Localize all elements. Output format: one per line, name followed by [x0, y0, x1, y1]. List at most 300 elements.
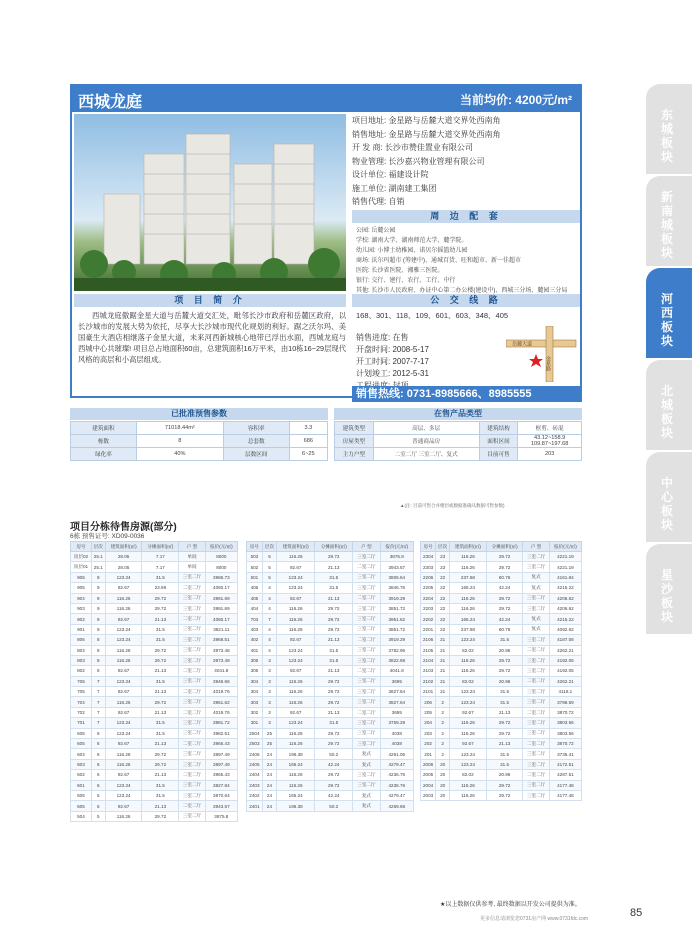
table-cell: 三室二厅	[523, 790, 549, 800]
table-cell: 2003	[421, 790, 436, 800]
sales-table-1	[70, 541, 238, 822]
table-cell: 3991.69	[205, 593, 237, 603]
table-cell: 3919.29	[380, 593, 413, 603]
column-header: 分摊面积(㎡)	[486, 542, 523, 552]
table-cell: 三室二厅	[353, 718, 380, 728]
table-cell: 4221.19	[549, 562, 581, 572]
table-cell: 8	[91, 666, 105, 676]
table-cell: 304	[247, 687, 263, 697]
column-header: 户 型	[523, 542, 549, 552]
product-note: ▲(注: 目前可售合并楼层或数据准确从数据可售参数)	[400, 503, 505, 508]
amenity-other: 其他: 长沙市人民政府、办证中心第二办公楼(建设中)、西城三分场、麓园三分局	[356, 288, 568, 294]
table-row	[247, 593, 414, 603]
table-row	[421, 655, 582, 665]
table-header-row	[247, 542, 414, 552]
table-cell: 3851.72	[380, 603, 413, 613]
table-row	[247, 666, 414, 676]
table-cell: 29.72	[142, 655, 179, 665]
tab-hexi[interactable]	[646, 268, 692, 360]
table-row	[421, 780, 582, 790]
tab-center[interactable]	[646, 452, 692, 544]
table-cell: 2	[436, 739, 450, 749]
table-cell: 三室二厅	[523, 759, 549, 769]
table-cell: 4215.22	[549, 614, 581, 624]
table-cell: 二室二厅	[179, 707, 205, 717]
table-cell: 9	[91, 572, 105, 582]
table-cell: 3798.59	[549, 697, 581, 707]
table-row	[247, 780, 414, 790]
column-header: 房号	[247, 542, 263, 552]
tab-new-south[interactable]	[646, 176, 692, 268]
table-cell: 三室二厅	[523, 718, 549, 728]
table-cell: 123.24	[105, 718, 142, 728]
table-cell: 116.26	[450, 562, 487, 572]
table-cell: 904	[71, 593, 92, 603]
table-cell: 29.72	[315, 624, 353, 634]
table-cell: 31.5	[142, 676, 179, 686]
table-cell: 123.24	[105, 624, 142, 634]
table-row	[71, 697, 238, 707]
table-cell: 405	[247, 593, 263, 603]
table-row	[421, 666, 582, 676]
table-cell: 3951.62	[380, 614, 413, 624]
table-cell: 9	[91, 583, 105, 593]
table-cell: 806	[71, 635, 92, 645]
column-header: 层次	[91, 542, 105, 552]
table-cell: 2403	[247, 780, 263, 790]
table-cell: 三室二厅	[179, 697, 205, 707]
table-cell: 2206	[421, 572, 436, 582]
table-cell: 3875.8	[380, 552, 413, 562]
table-cell: 三室二厅	[523, 562, 549, 572]
table-cell: 3827.84	[205, 780, 237, 790]
table-row	[421, 749, 582, 759]
table-cell: 116.26	[450, 666, 487, 676]
sales-progress	[356, 332, 429, 392]
table-cell: 116.26	[450, 603, 487, 613]
table-cell: 3822.68	[380, 655, 413, 665]
table-cell: 24	[262, 780, 276, 790]
table-cell: 三室二厅	[523, 603, 549, 613]
table-cell: 28.05	[105, 562, 142, 572]
table-cell: 二室二厅	[353, 562, 380, 572]
table-cell: 29.72	[486, 655, 523, 665]
page-number: 85	[630, 907, 643, 919]
table-row	[71, 603, 238, 613]
table-cell: 3851.72	[380, 624, 413, 634]
table-row	[247, 583, 414, 593]
table-cell: 3991.69	[205, 603, 237, 613]
table-cell: 2	[436, 697, 450, 707]
table-cell: 5	[262, 572, 276, 582]
table-cell: 2405	[247, 759, 263, 769]
progress-status: 销售进度: 在售	[356, 333, 409, 342]
table-cell: 306	[247, 655, 263, 665]
table-cell: 116.26	[105, 697, 142, 707]
table-cell: 201	[421, 749, 436, 759]
table-cell: 2005	[421, 770, 436, 780]
table-row	[247, 562, 414, 572]
table-cell: 三室二厅	[523, 780, 549, 790]
table-cell: 404	[247, 603, 263, 613]
average-price: 当前均价: 4200元/m²	[459, 93, 572, 107]
column-header: 分摊面积(㎡)	[142, 542, 179, 552]
table-cell: 22	[436, 624, 450, 634]
table-row	[71, 422, 328, 435]
table-cell: 502	[247, 562, 263, 572]
table-cell: 4041.8	[205, 666, 237, 676]
sales-note: ★以上数据仅供参考, 最终数据以开发公司提供为准。	[440, 902, 581, 908]
table-cell: 165.24	[277, 790, 315, 800]
table-row	[421, 676, 582, 686]
table-row	[421, 697, 582, 707]
table-cell: 二室二厅	[179, 801, 205, 811]
table-cell: 房屋类型	[335, 435, 374, 448]
table-cell: 603	[71, 759, 92, 769]
table-cell: 116.26	[105, 603, 142, 613]
table-cell: 31.5	[315, 572, 353, 582]
table-cell: 116.26	[105, 593, 142, 603]
table-cell: 2406	[247, 749, 263, 759]
table-cell: 3982.51	[205, 728, 237, 738]
table-cell: 4215.22	[549, 583, 581, 593]
presale-title: 已批准预售参数	[70, 408, 328, 420]
table-cell: 22	[436, 593, 450, 603]
table-cell: 三室二厅	[353, 739, 380, 749]
table-cell: 3965.43	[205, 770, 237, 780]
table-cell: 82.02	[450, 770, 487, 780]
table-row	[71, 645, 238, 655]
table-cell: 单间	[179, 552, 205, 562]
table-cell: 20	[436, 759, 450, 769]
table-cell: 3695	[380, 707, 413, 717]
table-cell: 29.72	[142, 811, 179, 821]
table-cell: 3695	[380, 676, 413, 686]
table-cell: 29.72	[315, 780, 353, 790]
table-cell: 82.02	[450, 676, 487, 686]
table-cell: 24	[262, 749, 276, 759]
tab-label: 中心板块	[660, 476, 673, 532]
table-cell: 686	[289, 435, 327, 448]
table-header-row	[421, 542, 582, 552]
table-cell: 504	[71, 811, 92, 821]
table-cell: 905	[71, 583, 92, 593]
table-cell: 复式	[353, 759, 380, 769]
table-cell: 3	[262, 655, 276, 665]
table-cell: 三室二厅	[353, 780, 380, 790]
table-cell: 层数区间	[223, 448, 289, 461]
sales-hotline: 销售热线: 0731-8985666、8985555	[352, 386, 582, 402]
table-cell: 7	[91, 718, 105, 728]
tab-east[interactable]	[646, 84, 692, 176]
table-cell: 123.24	[277, 655, 315, 665]
amenity-hospital: 医院: 长沙省医院、湘雅三医院。	[356, 268, 444, 274]
table-cell: 三室二厅	[353, 624, 380, 634]
table-cell: 3735.41	[549, 749, 581, 759]
table-cell: 8	[91, 635, 105, 645]
table-cell: 二室二厅	[179, 739, 205, 749]
table-cell: 116.26	[450, 718, 487, 728]
table-cell: 21.13	[315, 666, 353, 676]
table-cell: 8000	[205, 552, 237, 562]
table-cell: 29.72	[315, 739, 353, 749]
sales-title: 项目分栋待售房源(部分)	[70, 522, 177, 533]
info-property-mgmt: 物业管理: 长沙嘉兴物业管理有限公司	[352, 156, 485, 166]
table-cell: 31.5	[486, 759, 523, 769]
table-cell: 82.02	[450, 645, 487, 655]
table-cell: 3919.29	[380, 635, 413, 645]
table-cell: 三室二厅	[179, 635, 205, 645]
table-cell: 21.13	[486, 739, 523, 749]
table-cell: 三室二厅	[353, 697, 380, 707]
table-cell: 三室二厅	[523, 593, 549, 603]
table-row	[71, 635, 238, 645]
table-cell: 4269.68	[380, 801, 413, 811]
table-cell: 31.5	[486, 697, 523, 707]
table-cell: 42.24	[486, 583, 523, 593]
table-cell: 92.67	[105, 614, 142, 624]
table-cell: 总套数	[223, 435, 289, 448]
table-cell: 4236.76	[380, 780, 413, 790]
info-address: 项目地址: 金星路与岳麓大道交界处西南角	[352, 116, 501, 125]
table-cell: 3	[262, 718, 276, 728]
table-cell: 2404	[247, 770, 263, 780]
table-row	[247, 676, 414, 686]
table-row	[247, 759, 414, 769]
column-header: 分摊面积(㎡)	[315, 542, 353, 552]
table-cell: 31.5	[142, 718, 179, 728]
table-row	[421, 603, 582, 613]
table-cell: 三室二厅	[179, 655, 205, 665]
table-cell: 2201	[421, 624, 436, 634]
table-cell: 二室二厅 三室二厅、复式	[373, 448, 479, 461]
table-cell: 702	[71, 707, 92, 717]
table-cell: 2503	[247, 739, 263, 749]
table-cell: 29.72	[486, 666, 523, 676]
map-label-street: 金星路	[545, 356, 551, 371]
table-cell: 5	[262, 552, 276, 562]
project-photo	[74, 114, 346, 291]
table-cell: 三室二厅	[179, 593, 205, 603]
table-cell: 31.5	[142, 790, 179, 800]
table-cell: 92.67	[105, 666, 142, 676]
table-cell: 8	[91, 645, 105, 655]
table-cell: 4192.05	[549, 655, 581, 665]
table-cell: 42.24	[315, 759, 353, 769]
table-row	[247, 801, 414, 811]
table-cell: 22	[436, 583, 450, 593]
table-cell: 6	[91, 739, 105, 749]
table-cell: 803	[71, 655, 92, 665]
amenity-shopping: 商场: 沃尔玛超市 (筹建中)、通城百货、旺和超市、新一佳超市	[356, 258, 521, 264]
table-cell: 三室二厅	[353, 728, 380, 738]
tab-north[interactable]	[646, 360, 692, 452]
table-cell: 92.67	[277, 593, 315, 603]
table-row	[71, 728, 238, 738]
table-cell: 6	[91, 759, 105, 769]
table-cell: 92.67	[277, 666, 315, 676]
table-cell: 50.2	[315, 749, 353, 759]
table-cell: 二室二厅	[523, 707, 549, 717]
column-header: 建筑面积(㎡)	[277, 542, 315, 552]
table-cell: 7.17	[142, 562, 179, 572]
table-cell: 503	[247, 552, 263, 562]
table-cell: 7	[91, 676, 105, 686]
table-cell: 三室二厅	[353, 687, 380, 697]
table-cell: 401	[247, 645, 263, 655]
table-cell: 三室二厅	[179, 718, 205, 728]
table-cell: 116.26	[277, 739, 315, 749]
table-row	[247, 624, 414, 634]
info-designer: 设计单位: 福建设计院	[352, 170, 429, 179]
table-cell: 606	[71, 728, 92, 738]
table-cell: 804	[71, 645, 92, 655]
table-cell: 21.13	[486, 707, 523, 717]
table-cell: 4187.08	[549, 635, 581, 645]
table-cell: 复式	[353, 749, 380, 759]
table-cell: 高层、多层	[373, 422, 479, 435]
table-cell: 23	[436, 562, 450, 572]
table-cell: 9	[91, 593, 105, 603]
table-cell: 42.24	[486, 614, 523, 624]
table-row	[247, 572, 414, 582]
table-cell: 31.5	[142, 635, 179, 645]
table-cell: 三室二厅	[353, 676, 380, 686]
table-cell: 23	[436, 552, 450, 562]
table-cell: 29.72	[486, 790, 523, 800]
table-cell: 2104	[421, 655, 436, 665]
table-cell: 43.12~158.9 109.87~197.68	[518, 435, 582, 448]
table-cell: 29.72	[315, 697, 353, 707]
table-row	[421, 687, 582, 697]
table-cell: 116.26	[105, 655, 142, 665]
table-cell: 50.2	[315, 801, 353, 811]
table-cell: 8	[136, 435, 223, 448]
table-cell: 复式	[523, 614, 549, 624]
table-cell: 3943.57	[380, 562, 413, 572]
tab-xingsha[interactable]	[646, 544, 692, 636]
table-row	[71, 448, 328, 461]
table-cell: 2106	[421, 635, 436, 645]
table-cell: 123.24	[105, 676, 142, 686]
table-cell: 三室二厅	[179, 572, 205, 582]
progress-complete-date: 计划竣工: 2012-5-31	[356, 369, 429, 378]
table-cell: 31.5	[142, 624, 179, 634]
table-cell: 505	[71, 801, 92, 811]
table-cell: 116.26	[277, 676, 315, 686]
table-cell: 三室二厅	[523, 749, 549, 759]
table-cell: 3846.76	[380, 583, 413, 593]
table-cell: 116.26	[277, 687, 315, 697]
table-cell: 4060.17	[205, 614, 237, 624]
table-cell: 2203	[421, 603, 436, 613]
table-cell: 4	[262, 624, 276, 634]
table-cell: 3875.8	[205, 811, 237, 821]
table-cell: 二室二厅	[353, 666, 380, 676]
table-cell: 204	[421, 718, 436, 728]
table-row	[421, 728, 582, 738]
table-cell: 三室二厅	[523, 655, 549, 665]
table-cell: 栋数	[71, 435, 137, 448]
table-cell: 21.13	[142, 707, 179, 717]
table-row	[421, 624, 582, 634]
table-cell: 3921.11	[205, 624, 237, 634]
table-cell: 二室二厅	[353, 707, 380, 717]
table-cell: 三室二厅	[353, 552, 380, 562]
table-cell: 21.13	[315, 562, 353, 572]
table-cell: 31.5	[486, 749, 523, 759]
table-cell: 21.13	[142, 666, 179, 676]
table-cell: 29.72	[315, 687, 353, 697]
table-cell: 目前可售	[479, 448, 518, 461]
table-cell: 建筑面积	[71, 422, 137, 435]
table-cell: 2	[436, 728, 450, 738]
table-cell: 9	[91, 603, 105, 613]
table-cell: 3803.56	[549, 728, 581, 738]
table-cell: 92.67	[450, 707, 487, 717]
table-row	[247, 603, 414, 613]
table-cell: 123.24	[277, 583, 315, 593]
table-cell: 31.5	[315, 583, 353, 593]
table-cell: 31.5	[315, 718, 353, 728]
product-title: 在售产品类型	[334, 408, 582, 420]
table-cell: 3965.43	[205, 739, 237, 749]
table-cell: 三室二厅	[179, 790, 205, 800]
table-cell: 21	[436, 635, 450, 645]
table-cell: 建筑类型	[335, 422, 374, 435]
amenities-title: 周 边 配 套	[352, 210, 580, 223]
table-cell: 6	[91, 770, 105, 780]
project-title-bar	[72, 86, 580, 112]
table-cell: 29.72	[315, 728, 353, 738]
table-cell: 三室二厅	[179, 749, 205, 759]
table-cell: 3946.66	[205, 676, 237, 686]
table-cell: 28.05	[105, 552, 142, 562]
table-cell: 三室二厅	[179, 676, 205, 686]
table-cell: 31.5	[486, 687, 523, 697]
table-row	[335, 435, 582, 448]
column-header: 户 型	[353, 542, 380, 552]
table-cell: 116.26	[105, 749, 142, 759]
table-cell: 701	[71, 718, 92, 728]
table-cell: 2304	[421, 552, 436, 562]
table-cell: 三室二厅	[523, 635, 549, 645]
table-row	[421, 583, 582, 593]
table-cell: 4262.21	[549, 645, 581, 655]
column-header: 报价(元/㎡)	[205, 542, 237, 552]
table-row	[247, 707, 414, 717]
table-cell: 203	[421, 728, 436, 738]
table-cell: 71018.44m²	[136, 422, 223, 435]
table-cell: 116.26	[105, 759, 142, 769]
table-cell: 7	[91, 687, 105, 697]
table-cell: 123.24	[105, 780, 142, 790]
table-cell: 301	[247, 718, 263, 728]
table-cell: 21.13	[315, 593, 353, 603]
table-cell: 3968.51	[205, 635, 237, 645]
table-cell: 三室二厅	[179, 811, 205, 821]
table-cell: 4	[262, 593, 276, 603]
table-cell: 2303	[421, 562, 436, 572]
table-cell: 二室二厅	[353, 593, 380, 603]
table-cell: 三室二厅	[353, 770, 380, 780]
table-cell: 容积率	[223, 422, 289, 435]
table-row	[71, 655, 238, 665]
table-cell: 3	[262, 687, 276, 697]
table-cell: 31.5	[315, 645, 353, 655]
table-cell: 165.24	[277, 759, 315, 769]
table-cell: 123.24	[105, 728, 142, 738]
